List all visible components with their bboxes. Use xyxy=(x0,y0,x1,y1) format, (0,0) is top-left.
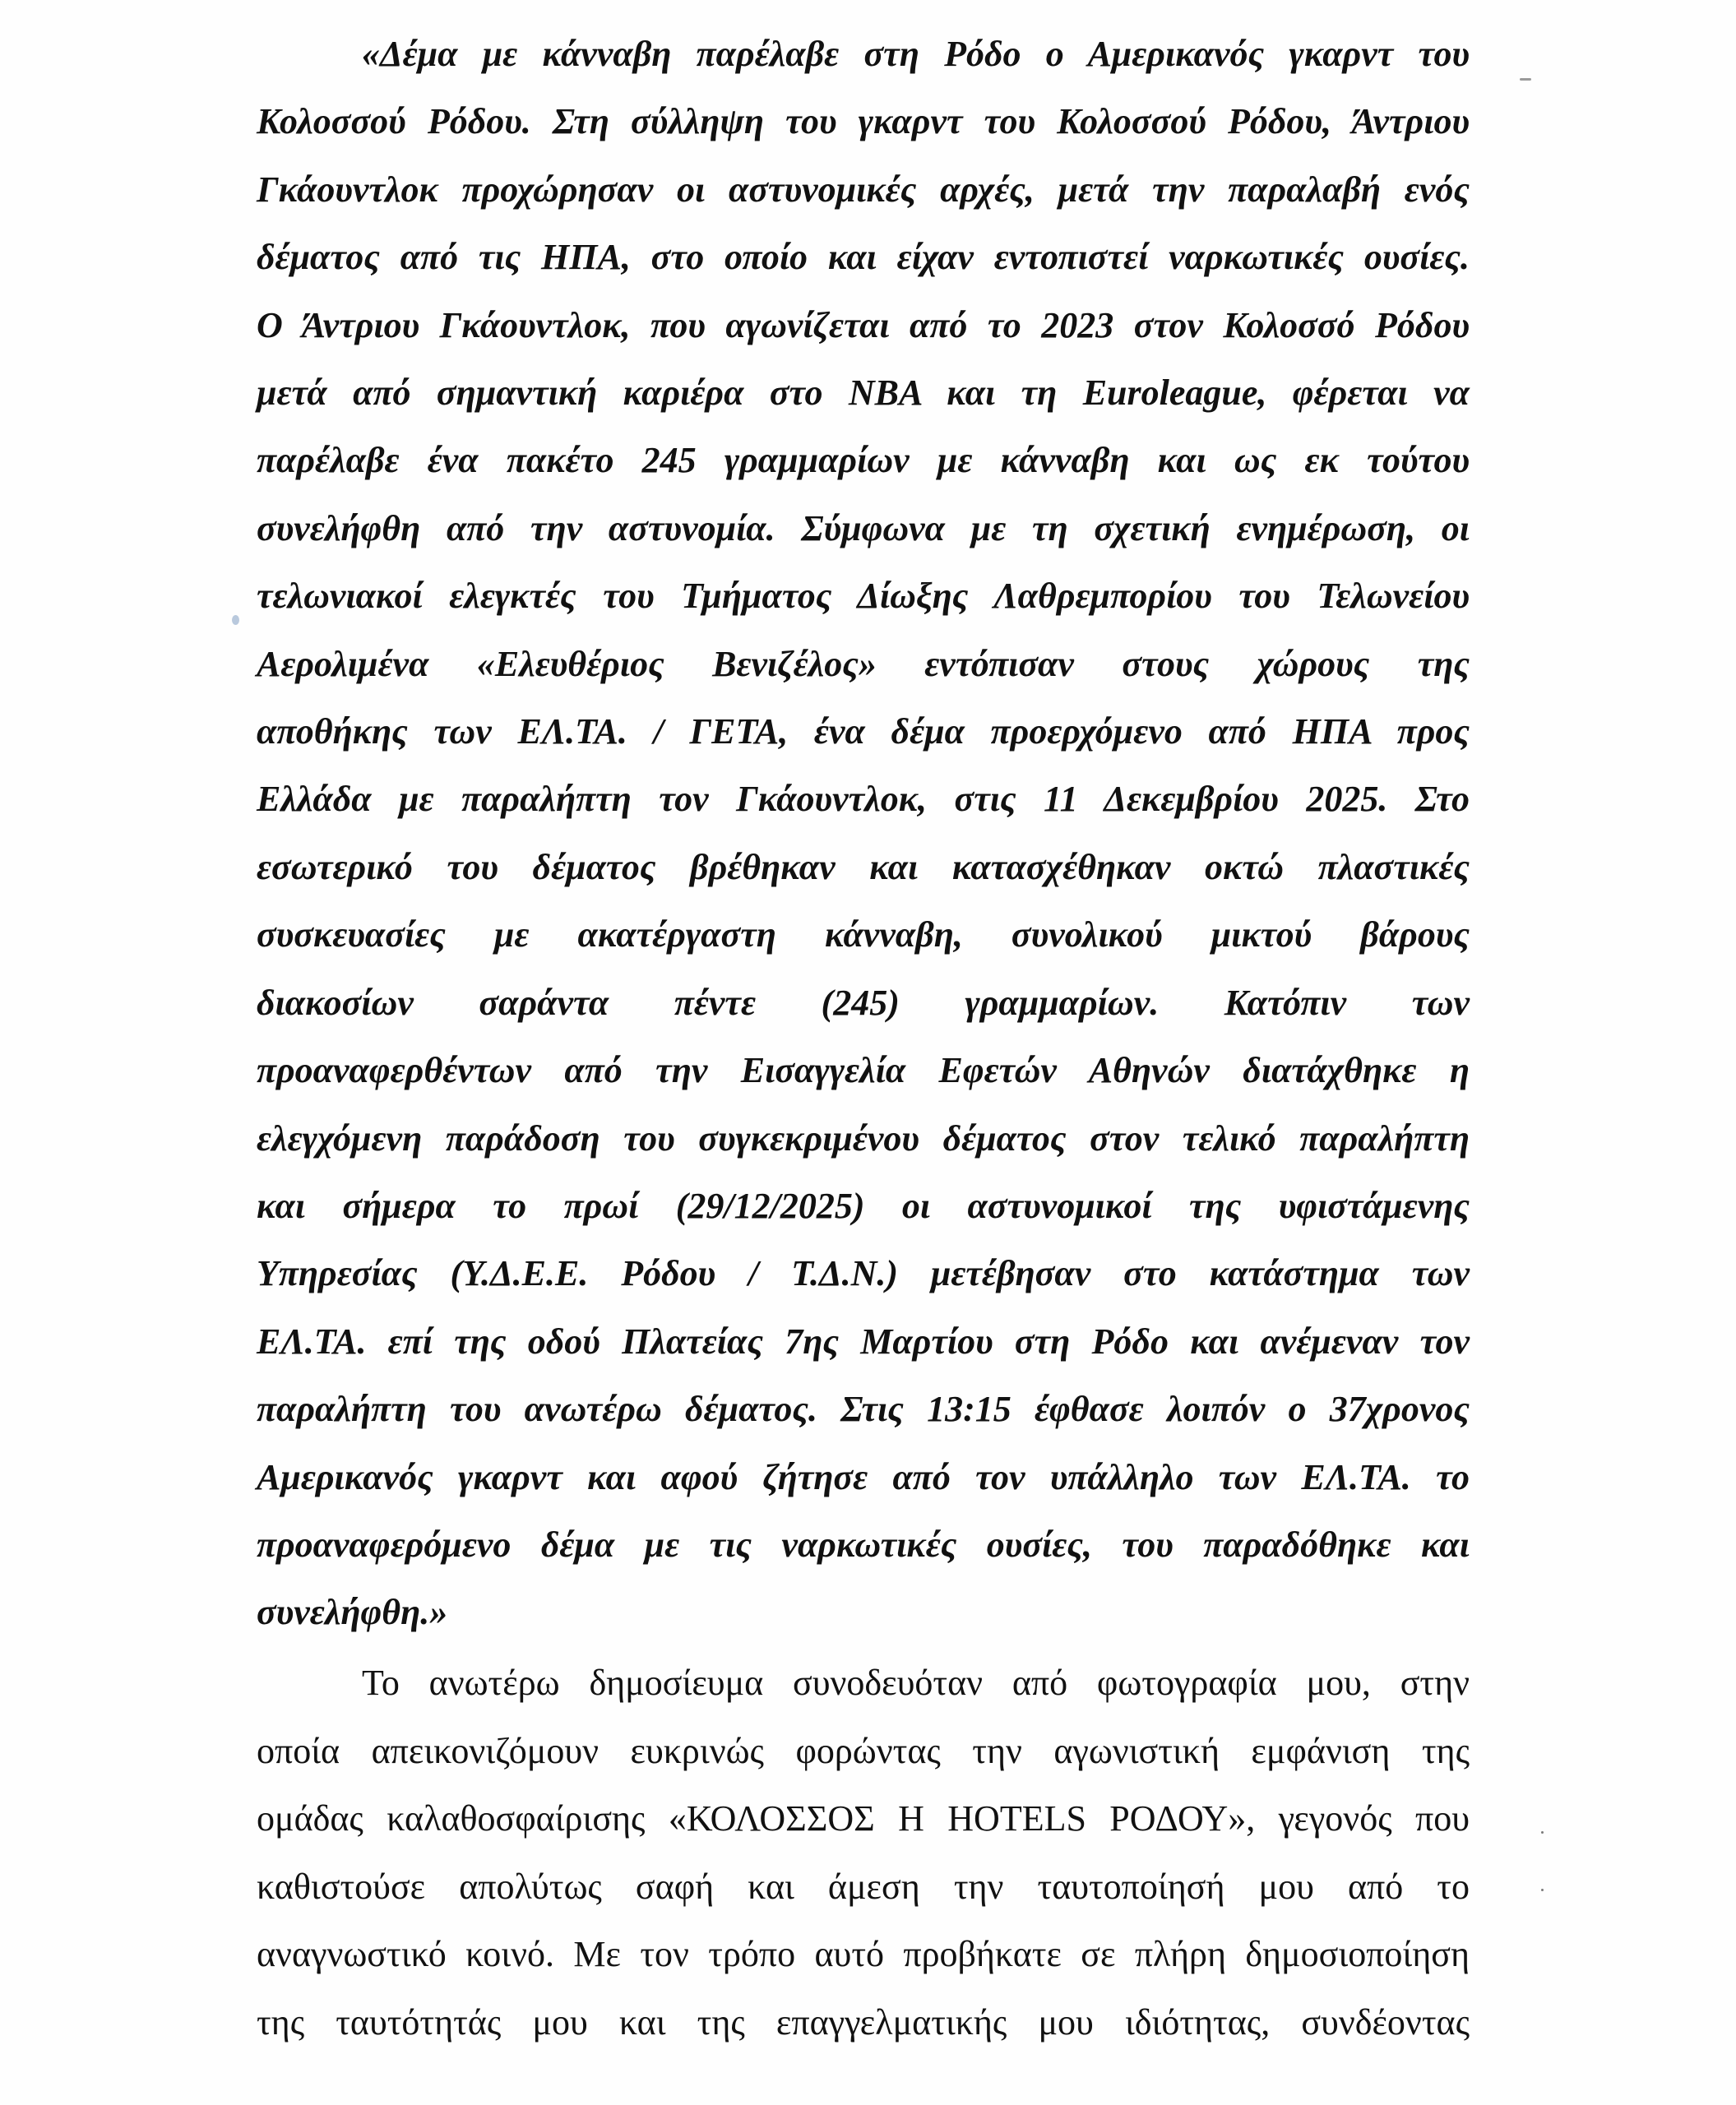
body-line: αναγνωστικό κοινό. Με τον τρόπο αυτό προβήκατε σε πλήρη δημοσιοποίηση xyxy=(257,1934,1470,1975)
body-line: οποία απεικονιζόμουν ευκρινώς φορώντας την αγωνιστική εμφάνιση της xyxy=(257,1730,1470,1771)
body-paragraph xyxy=(257,1649,1470,2057)
quote-line-last: συνελήφθη.» xyxy=(257,1592,448,1633)
quote-line: παραλήπτη του ανωτέρω δέματος. Στις 13:15 έφθασε λοιπόν ο 37χρονος xyxy=(257,1389,1470,1430)
body-line: ομάδας καλαθοσφαίρισης «ΚΟΛΟΣΣΟΣ Η HOTELS ΡΟΔΟΥ», γεγονός που xyxy=(257,1798,1470,1839)
body-line: της ταυτότητάς μου και της επαγγελματικής μου ιδιότητας, συνδέοντας xyxy=(257,2001,1470,2043)
quote-line: τελωνιακοί ελεγκτές του Τμήματος Δίωξης Λαθρεμπορίου του Τελωνείου xyxy=(257,576,1470,617)
quote-line: διακοσίων σαράντα πέντε (245) γραμμαρίων. Κατόπιν των xyxy=(257,982,1470,1023)
quote-line: Ελλάδα με παραλήπτη τον Γκάουντλοκ, στις 11 Δεκεμβρίου 2025. Στο xyxy=(257,779,1470,820)
quote-line: Αερολιμένα «Ελευθέριος Βενιζέλος» εντόπισαν στους χώρους της xyxy=(257,643,1470,684)
quote-line: μετά από σημαντική καριέρα στο NBA και τη Euroleague, φέρεται να xyxy=(257,372,1470,414)
quote-line: Αμερικανός γκαρντ και αφού ζήτησε από τον υπάλληλο των ΕΛ.ΤΑ. το xyxy=(257,1456,1470,1497)
body-line: καθιστούσε απολύτως σαφή και άμεση την ταυτοποίησή μου από το xyxy=(257,1866,1470,1907)
quote-line: Ο Άντριου Γκάουντλοκ, που αγωνίζεται από το 2023 στον Κολοσσό Ρόδου xyxy=(257,304,1470,345)
scan-speck xyxy=(1541,1889,1544,1891)
quote-line: ελεγχόμενη παράδοση του συγκεκριμένου δέματος στον τελικό παραλήπτη xyxy=(257,1117,1470,1159)
quote-line: Υπηρεσίας (Υ.Δ.Ε.Ε. Ρόδου / Τ.Δ.Ν.) μετέβησαν στο κατάστημα των xyxy=(257,1253,1470,1294)
quote-line: συσκευασίες με ακατέργαστη κάνναβη, συνολικού μικτού βάρους xyxy=(257,914,1470,955)
quoted-article-paragraph xyxy=(257,21,1470,1647)
quote-line: ΕΛ.ΤΑ. επί της οδού Πλατείας 7ης Μαρτίου στη Ρόδο και ανέμεναν τον xyxy=(257,1321,1470,1362)
quote-line: παρέλαβε ένα πακέτο 245 γραμμαρίων με κάνναβη και ως εκ τούτου xyxy=(257,440,1470,481)
quote-line: συνελήφθη από την αστυνομία. Σύμφωνα με τη σχετική ενημέρωση, οι xyxy=(257,507,1470,548)
quote-line: δέματος από τις ΗΠΑ, στο οποίο και είχαν εντοπιστεί ναρκωτικές ουσίες. xyxy=(257,237,1470,278)
quote-line: Γκάουντλοκ προχώρησαν οι αστυνομικές αρχές, μετά την παραλαβή ενός xyxy=(257,169,1470,210)
quote-line: προαναφερθέντων από την Εισαγγελία Εφετών Αθηνών διατάχθηκε η xyxy=(257,1050,1470,1091)
quote-line: εσωτερικό του δέματος βρέθηκαν και κατασχέθηκαν οκτώ πλαστικές xyxy=(257,846,1470,887)
scan-speck xyxy=(1520,78,1531,81)
body-line: Το ανωτέρω δημοσίευμα συνοδευόταν από φωτογραφία μου, στην xyxy=(362,1663,1470,1703)
quote-line: «Δέμα με κάνναβη παρέλαβε στη Ρόδο ο Αμερικανός γκαρντ του xyxy=(362,34,1470,74)
scan-speck xyxy=(1541,1831,1544,1834)
quote-line: αποθήκης των ΕΛ.ΤΑ. / ΓΕΤΑ, ένα δέμα προερχόμενο από ΗΠΑ προς xyxy=(257,711,1470,752)
quote-line: Κολοσσού Ρόδου. Στη σύλληψη του γκαρντ του Κολοσσού Ρόδου, Άντριου xyxy=(257,101,1470,142)
quote-line: προαναφερόμενο δέμα με τις ναρκωτικές ουσίες, του παραδόθηκε και xyxy=(257,1524,1470,1565)
quote-line: και σήμερα το πρωί (29/12/2025) οι αστυνομικοί της υφιστάμενης xyxy=(257,1185,1470,1226)
scan-speck xyxy=(232,615,239,625)
